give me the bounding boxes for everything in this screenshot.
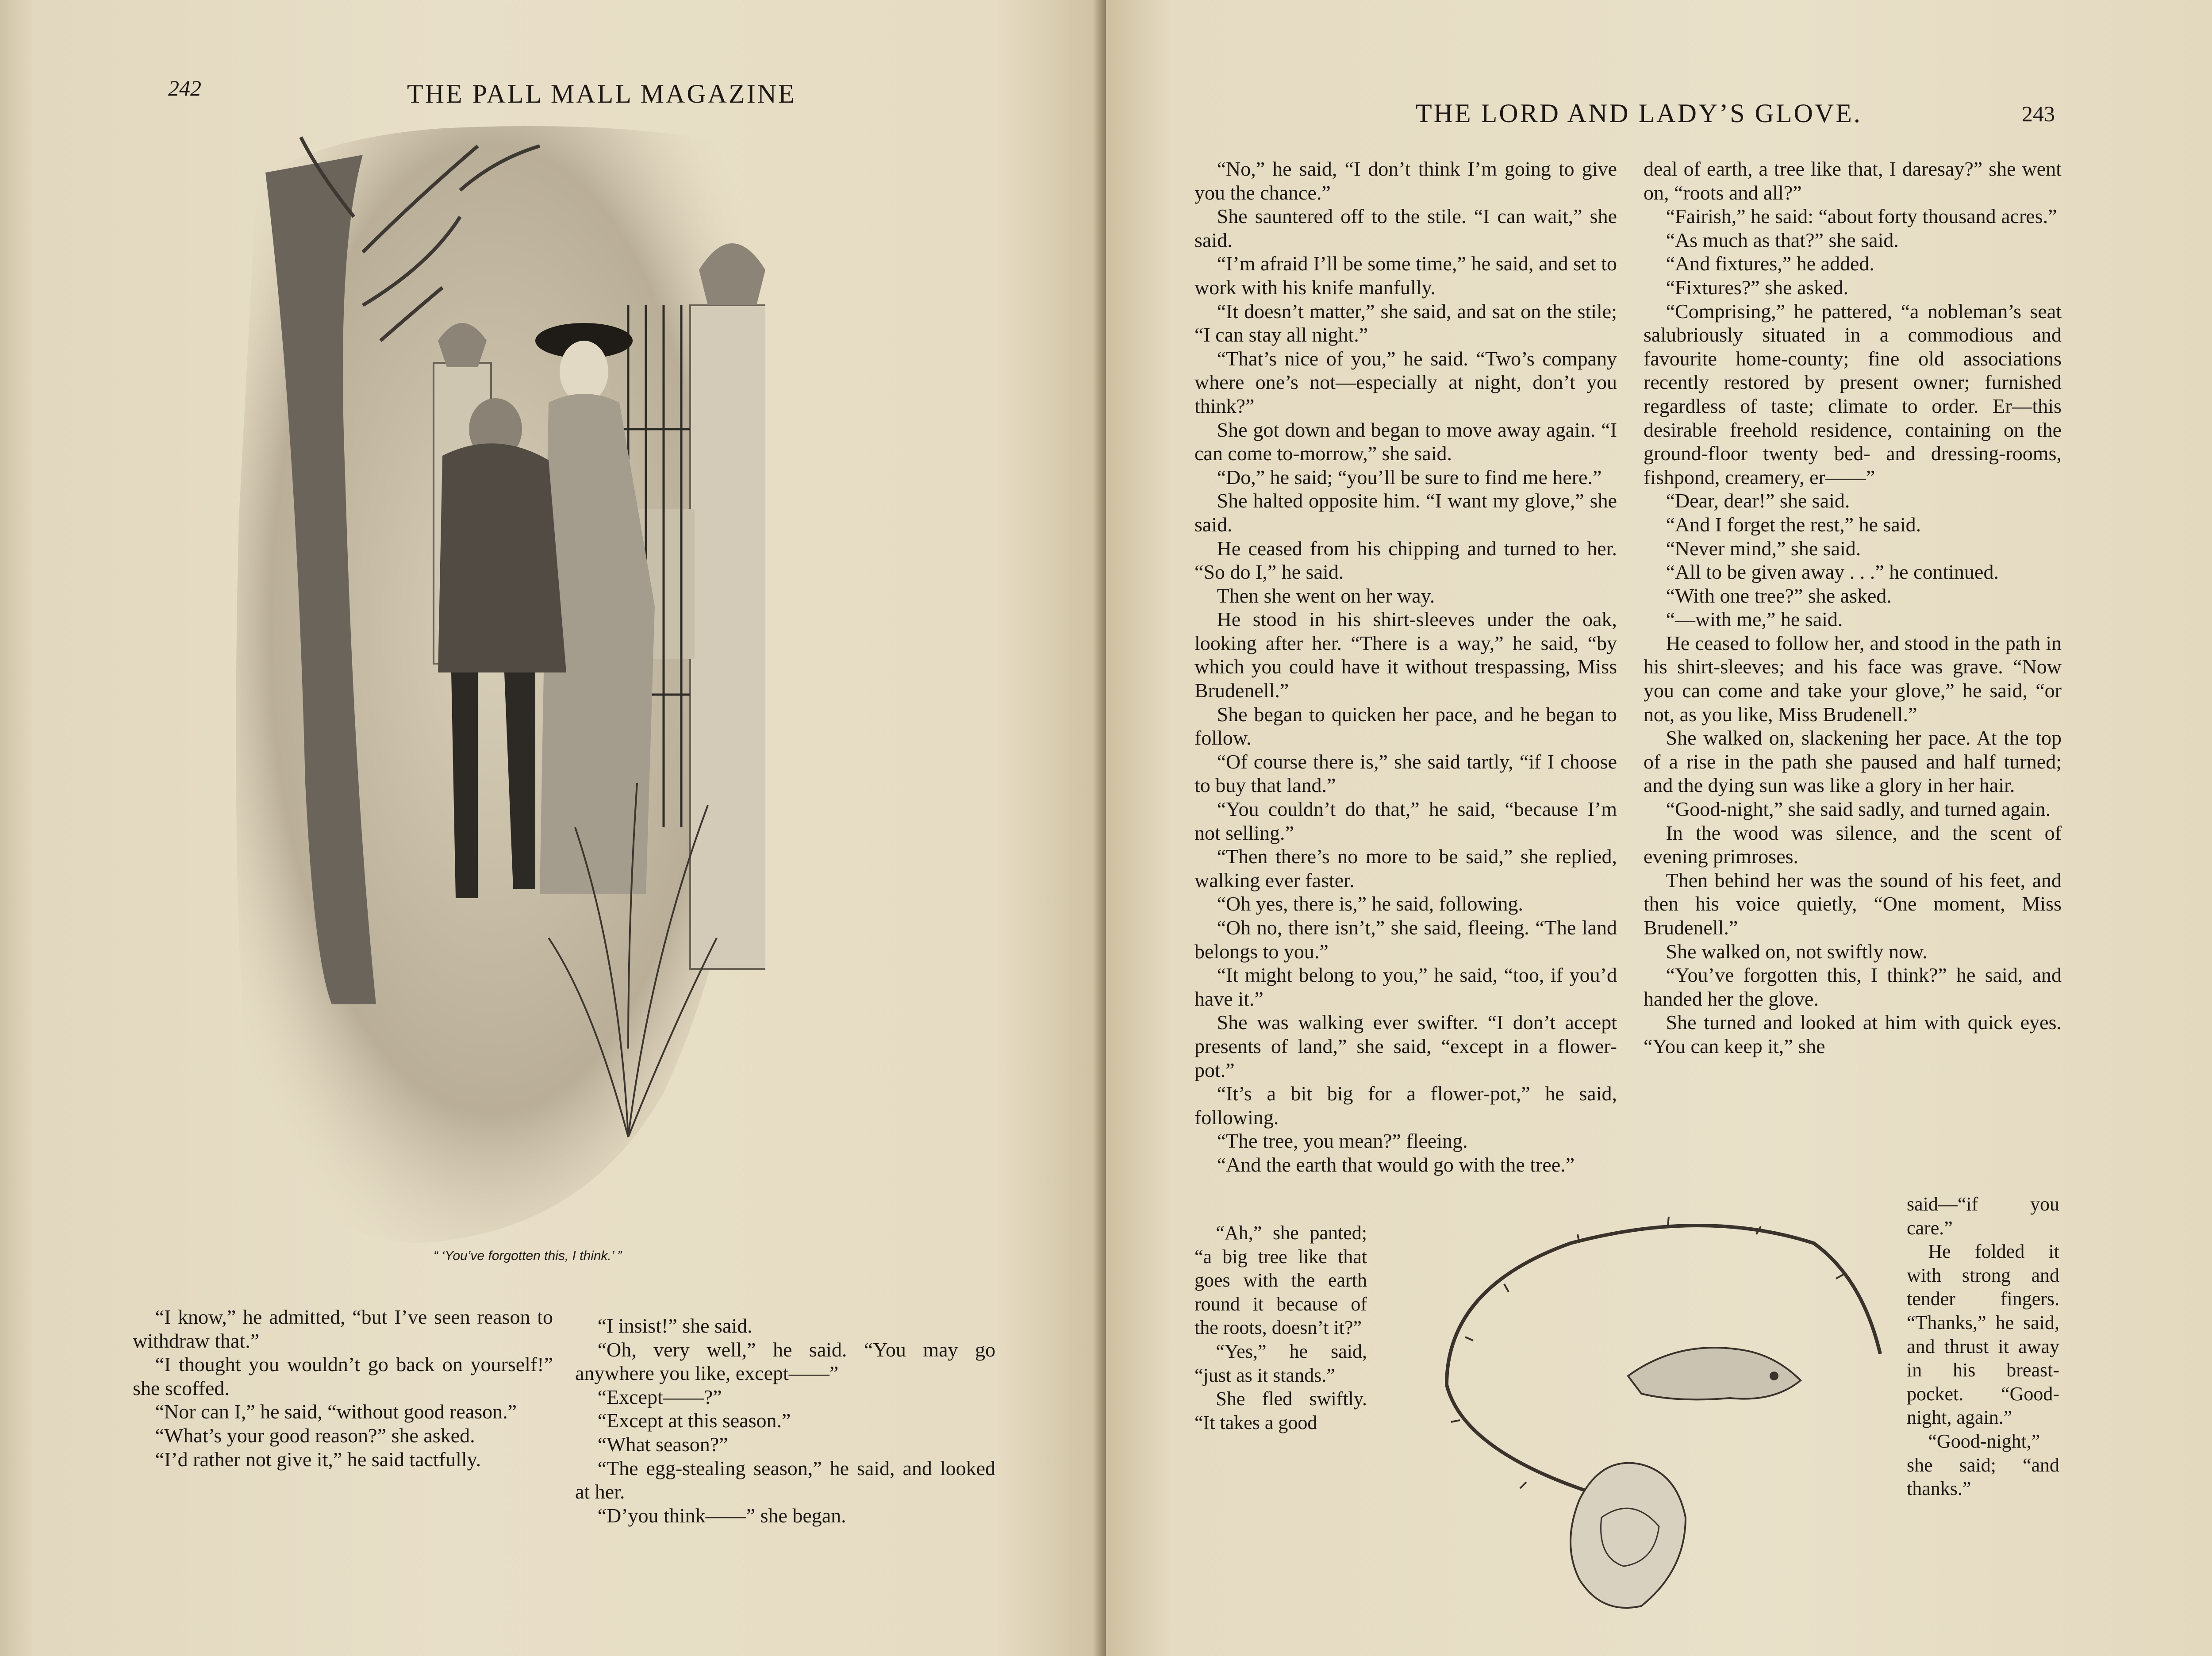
- paragraph: deal of earth, a tree like that, I daresay?” she went on, “roots and all?”: [1644, 158, 2062, 204]
- paragraph: “Of course there is,” she said tartly, “if I choose to buy that land.”: [1194, 750, 1617, 797]
- paragraph: “With one tree?” she asked.: [1666, 584, 1892, 607]
- illustration-caption: “ ‘You’ve forgotten this, I think.’ ”: [434, 1249, 622, 1263]
- paragraph: “It’s a bit big for a flower-pot,” he said, following.: [1194, 1082, 1617, 1129]
- paragraph: “As much as that?” she said.: [1666, 228, 1899, 251]
- paragraph: “Good-night,” she said sadly, and turned again.: [1666, 798, 2051, 821]
- paragraph: “—with me,” he said.: [1666, 608, 1843, 631]
- rose-and-branch-vignette: [1394, 1208, 1907, 1650]
- paragraph: “You’ve forgotten this, I think?” he said, and handed her the glove.: [1644, 964, 2062, 1010]
- paragraph: “All to be given away . . .” he continued.: [1666, 561, 1999, 584]
- page-number: 242: [168, 76, 201, 100]
- left-column-1: [133, 1305, 553, 1471]
- left-column-2: [575, 1314, 995, 1527]
- paragraph: “Never mind,” she said.: [1666, 537, 1861, 560]
- paragraph: “Except——?”: [597, 1385, 722, 1408]
- paragraph: “I’d rather not give it,” he said tactfully.: [155, 1448, 481, 1471]
- paragraph: “Except at this season.”: [597, 1409, 791, 1432]
- paragraph: She sauntered off to the stile. “I can wait,” she said.: [1194, 205, 1617, 251]
- right-column-2: [1644, 157, 2062, 1058]
- right-page: [1106, 0, 2212, 1656]
- paragraph: “Do,” he said; “you’ll be sure to find me here.”: [1217, 465, 1602, 488]
- man-and-woman-at-gate-illustration: [230, 119, 765, 1252]
- paragraph: He stood in his shirt-sleeves under the oak, looking after her. “There is a way,” he said, “by which you could have it without trespassing, Miss Brudenell.”: [1194, 608, 1617, 702]
- paragraph: She was walking ever swifter. “I don’t accept presents of land,” she said, “except in a flower-pot.”: [1194, 1011, 1617, 1081]
- paragraph: said—“if you care.”: [1907, 1193, 2059, 1239]
- paragraph: “And I forget the rest,” he said.: [1666, 513, 1921, 536]
- paragraph: Then she went on her way.: [1217, 584, 1435, 607]
- right-column-2-narrow: [1907, 1192, 2059, 1501]
- paragraph: “Fairish,” he said: “about forty thousand acres.”: [1666, 205, 2057, 228]
- paragraph: He ceased from his chipping and turned to her. “So do I,” he said.: [1194, 537, 1617, 584]
- paragraph: “And the earth that would go with the tree.”: [1217, 1153, 1575, 1176]
- paragraph: He folded it with strong and tender fingers. “Thanks,” he said, and thrust it away in his breast-pocket. “Good-night, again.”: [1907, 1241, 2059, 1429]
- paragraph: “I thought you wouldn’t go back on yourself!” she scoffed.: [133, 1353, 553, 1399]
- paragraph: “Nor can I,” he said, “without good reason.”: [155, 1400, 517, 1423]
- paragraph: “Oh, very well,” he said. “You may go anywhere you like, except——”: [575, 1338, 995, 1385]
- running-head: THE LORD AND LADY’S GLOVE.: [1416, 99, 1862, 128]
- paragraph: She fled swiftly. “It takes a good: [1194, 1388, 1367, 1433]
- paragraph: “I insist!” she said.: [597, 1314, 753, 1337]
- paragraph: “Then there’s no more to be said,” she replied, walking ever faster.: [1194, 845, 1617, 891]
- paragraph: She turned and looked at him with quick eyes. “You can keep it,” she: [1644, 1011, 2062, 1057]
- paragraph: Then behind her was the sound of his feet, and then his voice quietly, “One moment, Miss Brudenell.”: [1644, 868, 2062, 939]
- paragraph: He ceased to follow her, and stood in the path in his shirt-sleeves; and his face was grave. “Now you can come and take your glove,” he said, “or not, as you like, Miss Brudenell.”: [1644, 631, 2062, 726]
- paragraph: “The tree, you mean?” fleeing.: [1217, 1130, 1468, 1153]
- paragraph: “D’you think——” she began.: [597, 1504, 846, 1527]
- paragraph: “Fixtures?” she asked.: [1666, 276, 1849, 299]
- paragraph: “Comprising,” he pattered, “a nobleman’s seat salubriously situated in a commodious and favourite home-county; fine old associations recently restored by present owner; furnished regardless of taste; climate to order. Er—this desirable freehold residence, containing on the ground-floor twenty bed- and dressing-rooms, fishpond, creamery, er——”: [1644, 300, 2062, 488]
- paragraph: “That’s nice of you,” he said. “Two’s company where one’s not—especially at night, don’t you think?”: [1194, 347, 1617, 417]
- running-head: THE PALL MALL MAGAZINE: [407, 79, 796, 108]
- paragraph: She walked on, slackening her pace. At the top of a rise in the path she paused and half turned; and the dying sun was like a glory in her hair.: [1644, 726, 2062, 797]
- paragraph: She got down and began to move away again. “I can come to-morrow,” she said.: [1194, 418, 1617, 465]
- paragraph: “It doesn’t matter,” she said, and sat on the stile; “I can stay all night.”: [1194, 300, 1617, 346]
- paragraph: “Oh no, there isn’t,” she said, fleeing. “The land belongs to you.”: [1194, 916, 1617, 963]
- paragraph: “And fixtures,” he added.: [1666, 252, 1874, 275]
- paragraph: She began to quicken her pace, and he began to follow.: [1194, 703, 1617, 749]
- paragraph: “Good-night,” she said; “and thanks.”: [1907, 1430, 2059, 1500]
- paragraph: “It might belong to you,” he said, “too, if you’d have it.”: [1194, 964, 1617, 1010]
- right-column-1-narrow: [1194, 1221, 1367, 1434]
- paragraph: She walked on, not swiftly now.: [1666, 940, 1928, 963]
- paragraph: “Yes,” he said, “just as it stands.”: [1194, 1340, 1367, 1386]
- paragraph: “Oh yes, there is,” he said, following.: [1217, 892, 1523, 915]
- paragraph: “What’s your good reason?” she asked.: [155, 1424, 475, 1447]
- paragraph: “Ah,” she panted; “a big tree like that goes with the earth round it because of the roots, doesn’t it?”: [1194, 1222, 1367, 1339]
- paragraph: She halted opposite him. “I want my glove,” she said.: [1194, 489, 1617, 536]
- page-number: 243: [2022, 101, 2055, 126]
- paragraph: “Dear, dear!” she said.: [1666, 489, 1850, 512]
- paragraph: “What season?”: [597, 1433, 728, 1456]
- right-column-1: [1194, 157, 1617, 1177]
- paragraph: In the wood was silence, and the scent of evening primroses.: [1644, 821, 2062, 868]
- paragraph: “The egg-stealing season,” he said, and looked at her.: [575, 1456, 995, 1503]
- paragraph: “I know,” he admitted, “but I’ve seen reason to withdraw that.”: [133, 1306, 553, 1352]
- paragraph: “No,” he said, “I don’t think I’m going to give you the chance.”: [1194, 158, 1617, 204]
- paragraph: “You couldn’t do that,” he said, “because I’m not selling.”: [1194, 798, 1617, 844]
- paragraph: “I’m afraid I’ll be some time,” he said, and set to work with his knife manfully.: [1194, 252, 1617, 299]
